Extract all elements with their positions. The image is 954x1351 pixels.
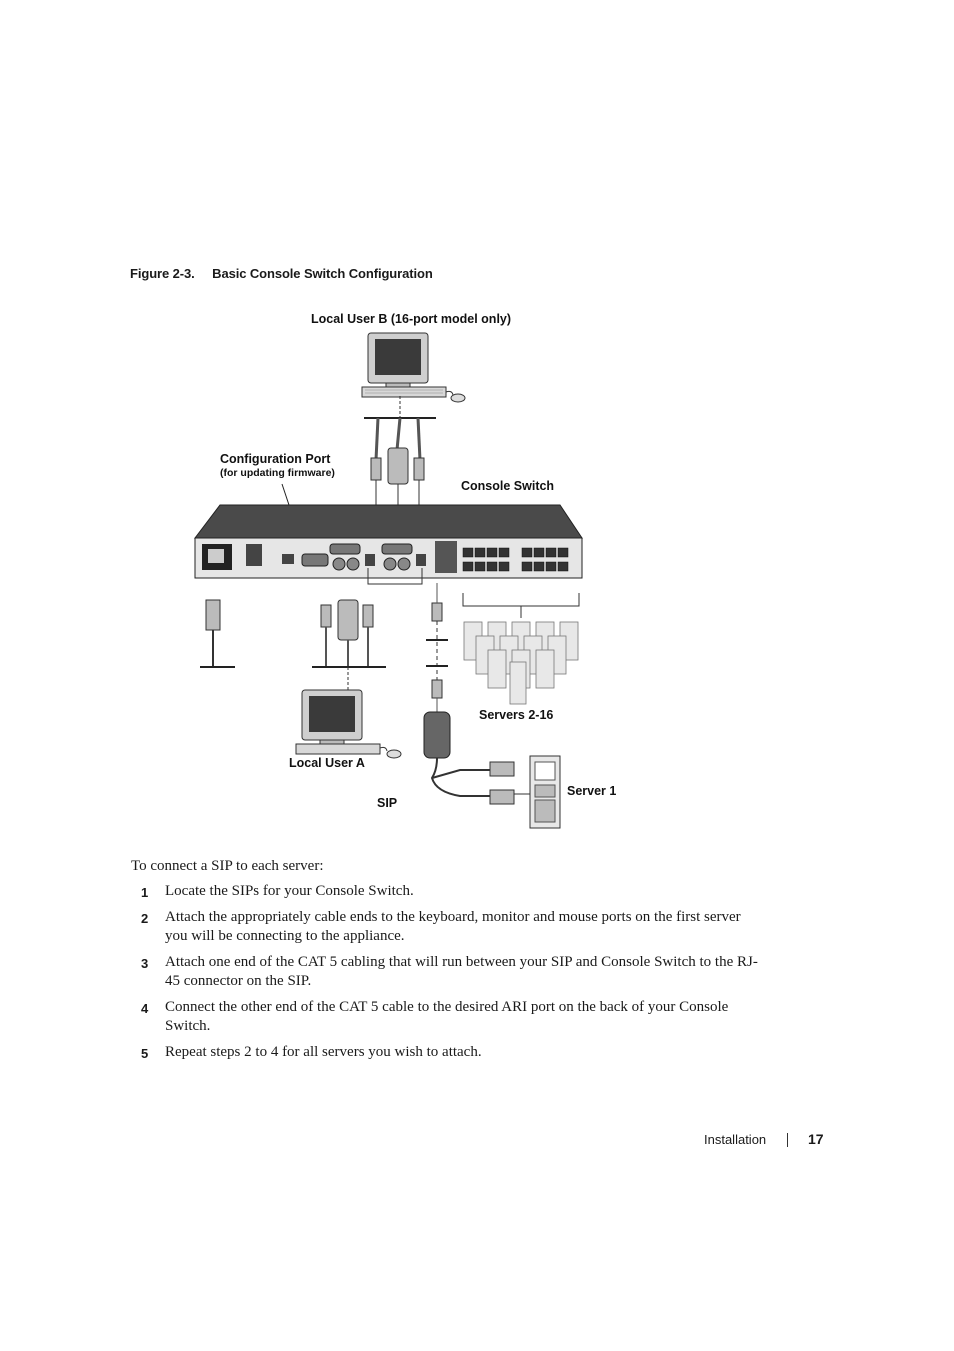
step-text: Connect the other end of the CAT 5 cable to the desired ARI port on the back of your Console Switch.: [165, 999, 729, 1034]
local-user-a-cables: [312, 600, 386, 667]
sip-adapter: [424, 712, 514, 804]
step-text: Attach the appropriately cable ends to the keyboard, monitor and mouse ports on the first server you will be connecting to the appliance.: [165, 909, 741, 944]
step-item: [131, 998, 761, 1036]
console-switch-diagram: [190, 300, 617, 845]
servers-2-16: [463, 593, 579, 704]
footer-divider: [787, 1133, 788, 1147]
footer-section: Installation: [704, 1132, 767, 1147]
step-text: Locate the SIPs for your Console Switch.: [165, 883, 414, 899]
page-number: 17: [808, 1131, 824, 1147]
step-item: [131, 1043, 761, 1062]
step-item: [131, 882, 761, 901]
cat5-cable: [426, 583, 448, 712]
server-1: [514, 756, 560, 828]
step-item: [131, 908, 761, 946]
step-number: 1: [141, 885, 149, 900]
label-local-user-b: Local User B (16-port model only): [311, 312, 512, 326]
label-sip: SIP: [377, 796, 398, 810]
step-number: 2: [141, 911, 149, 926]
step-item: [131, 953, 761, 991]
console-switch: [195, 505, 582, 578]
figure-title: Basic Console Switch Configuration: [212, 266, 433, 281]
step-text: Repeat steps 2 to 4 for all servers you wish to attach.: [165, 1044, 482, 1060]
label-local-user-a: Local User A: [289, 756, 365, 770]
label-server-1: Server 1: [567, 784, 617, 798]
local-user-a-workstation: [296, 690, 401, 758]
label-config-port: Configuration Port: [220, 452, 331, 466]
power-cable: [200, 600, 235, 667]
local-user-b-connectors: [371, 448, 424, 484]
local-user-b-workstation: [362, 333, 465, 402]
intro-text: To connect a SIP to each server:: [131, 858, 324, 874]
figure-caption: [130, 266, 433, 281]
figure-number: Figure 2-3.: [130, 266, 195, 281]
step-text: Attach one end of the CAT 5 cabling that will run between your SIP and Console Switch to the RJ-45 connector on the SIP.: [165, 954, 758, 989]
step-number: 5: [141, 1046, 149, 1061]
step-list: [131, 882, 761, 1069]
label-servers-2-16: Servers 2-16: [479, 708, 554, 722]
step-number: 3: [141, 956, 149, 971]
label-console-switch: Console Switch: [461, 479, 555, 493]
label-config-port-note: (for updating firmware): [220, 467, 335, 479]
step-number: 4: [141, 1001, 149, 1016]
